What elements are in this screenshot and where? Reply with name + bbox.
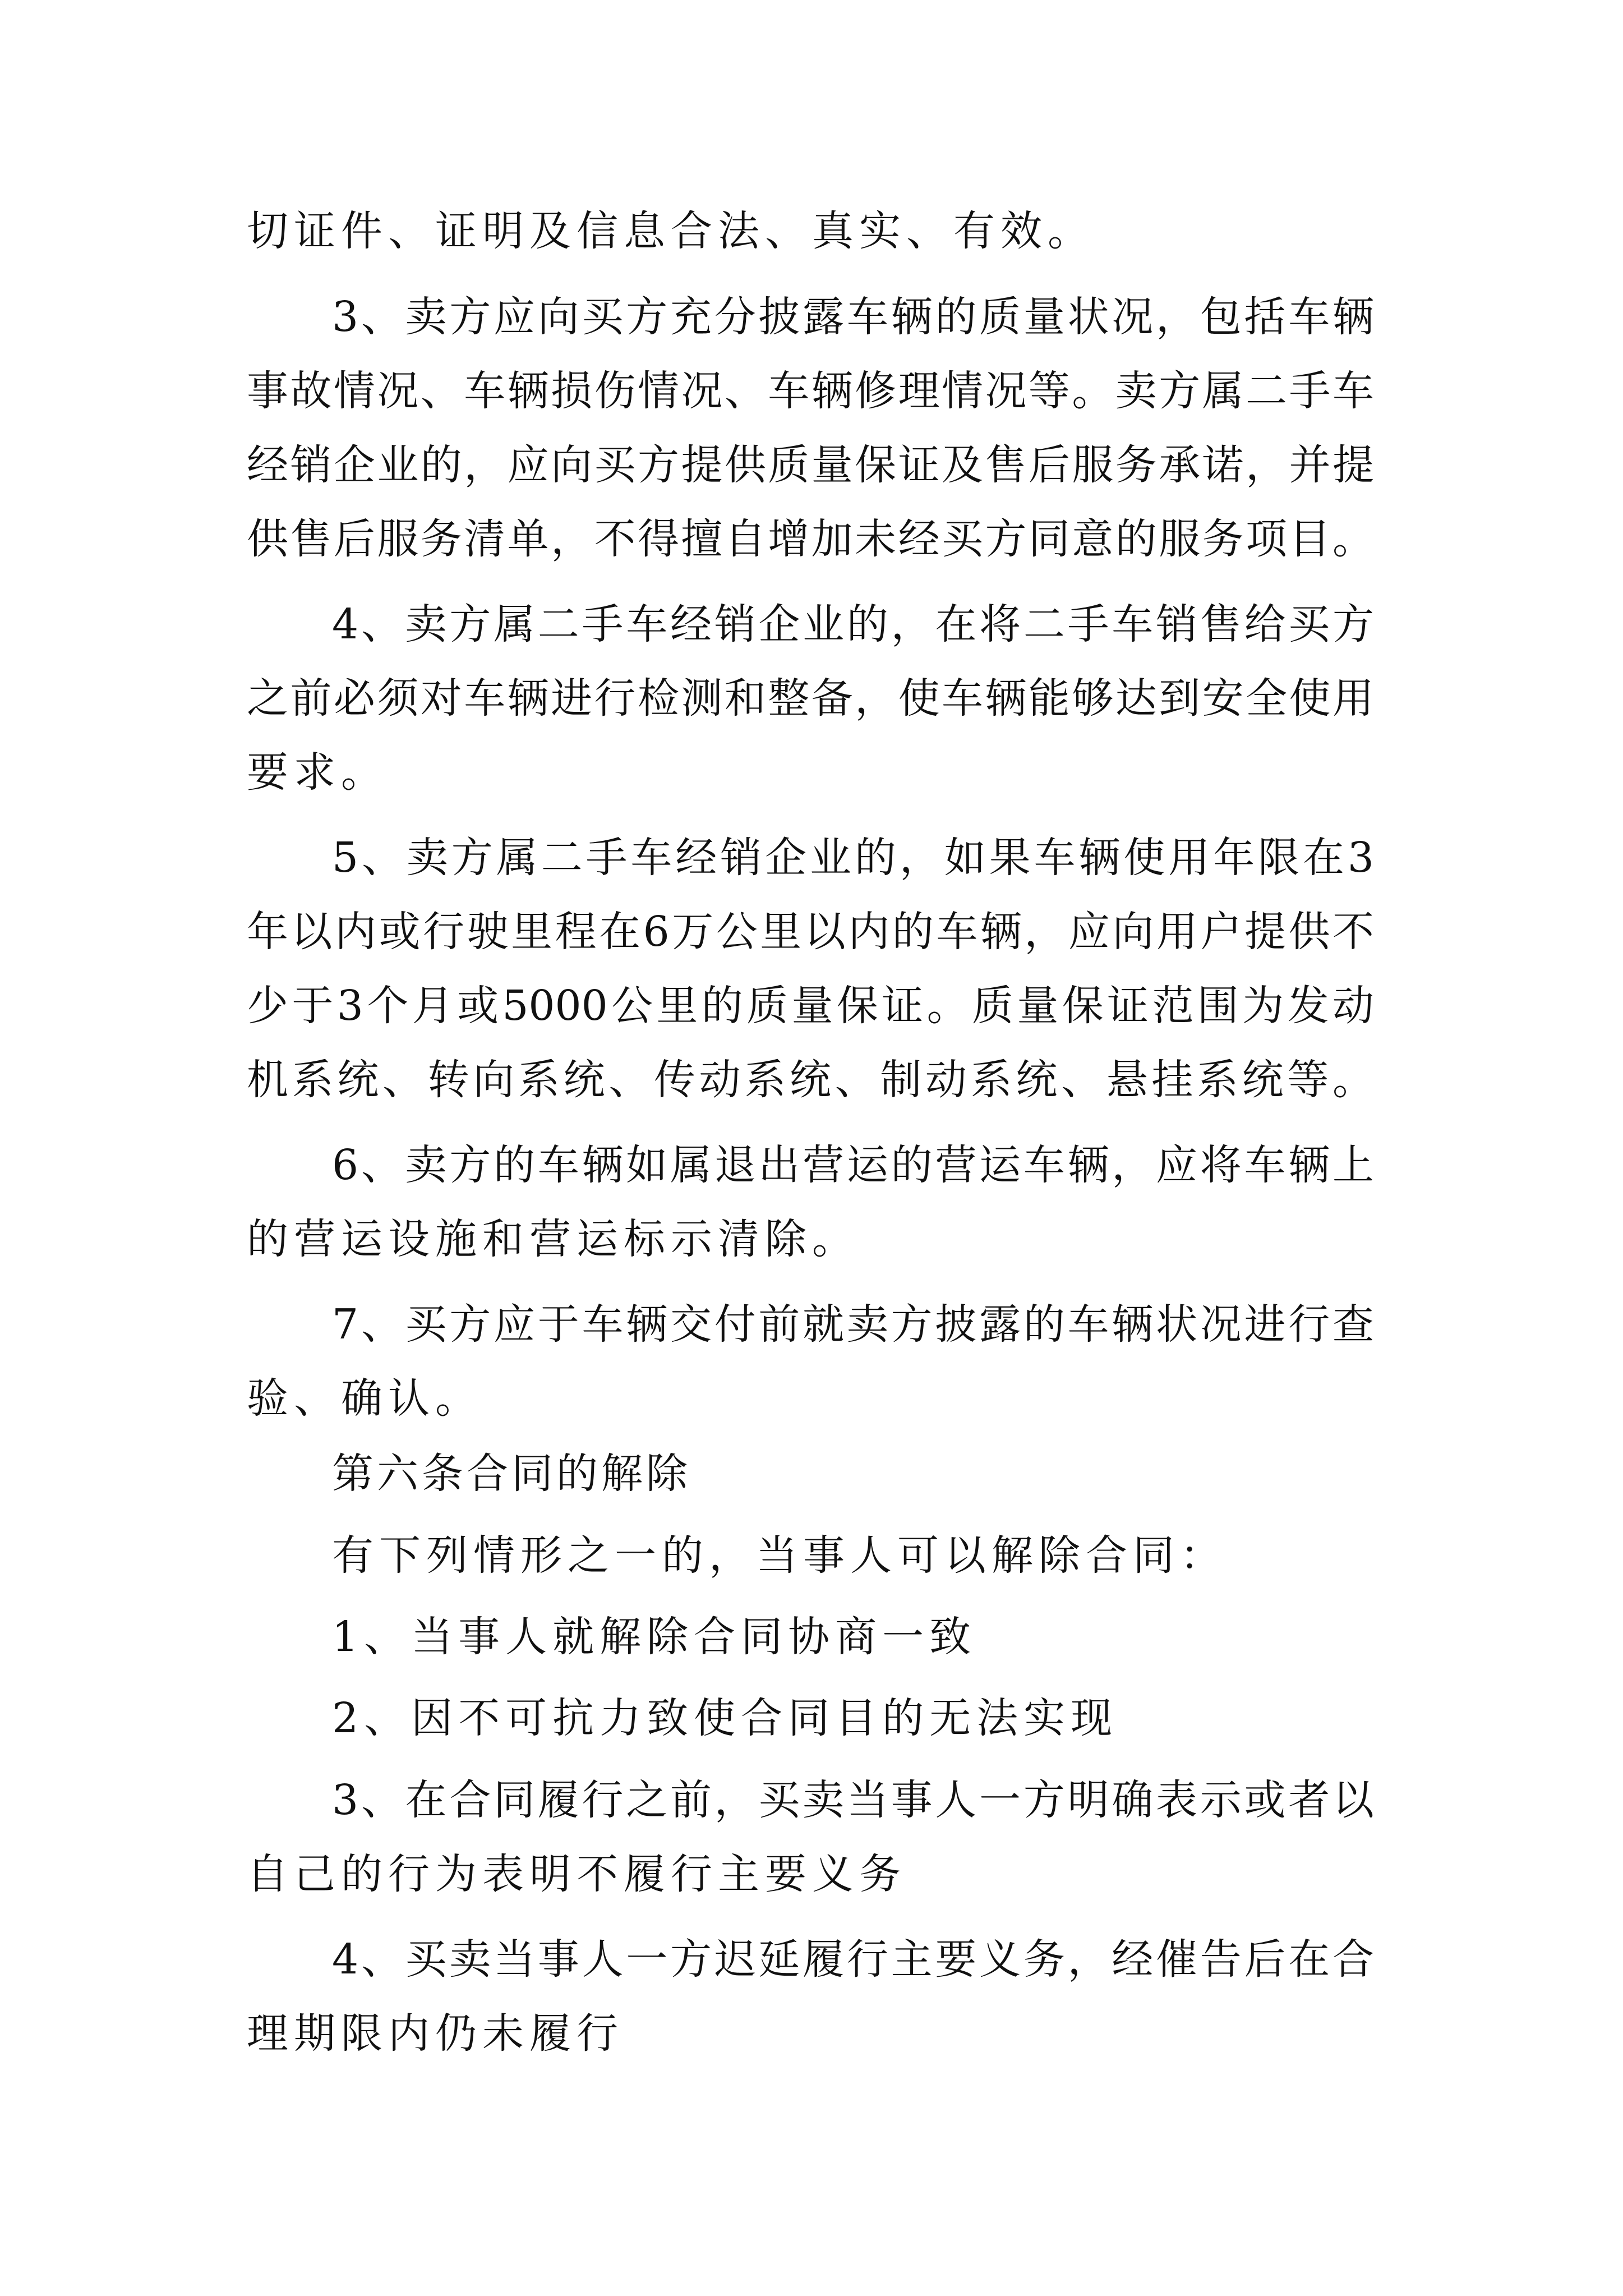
text-line-1: 切证件、证明及信息合法、真实、有效。 [247, 207, 1095, 255]
text-line-16: 验、确认。 [247, 1374, 482, 1423]
text-line-15: 7、买方应于车辆交付前就卖方披露的车辆状况进行查 [332, 1300, 1374, 1349]
text-line-9: 5、卖方属二手车经销企业的，如果车辆使用年限在3 [332, 834, 1374, 882]
text-line-19: 1、当事人就解除合同协商一致 [332, 1613, 977, 1661]
text-line-3: 事故情况、车辆损伤情况、车辆修理情况等。卖方属二手车 [247, 367, 1374, 415]
text-line-12: 机系统、转向系统、传动系统、制动系统、悬挂系统等。 [247, 1056, 1374, 1104]
text-line-6: 4、卖方属二手车经销企业的，在将二手车销售给买方 [332, 600, 1374, 648]
text-line-7: 之前必须对车辆进行检测和整备，使车辆能够达到安全使用 [247, 674, 1374, 723]
text-line-22: 自己的行为表明不履行主要义务 [247, 1850, 906, 1898]
text-line-14: 的营运设施和营运标示清除。 [247, 1215, 859, 1263]
text-line-4: 经销企业的，应向买方提供质量保证及售后服务承诺，并提 [247, 441, 1374, 489]
text-line-8: 要求。 [247, 748, 388, 797]
text-line-13: 6、卖方的车辆如属退出营运的营运车辆，应将车辆上 [332, 1141, 1374, 1189]
text-line-5: 供售后服务清单，不得擅自增加未经买方同意的服务项目。 [247, 515, 1374, 563]
text-line-10: 年以内或行驶里程在6万公里以内的车辆，应向用户提供不 [247, 908, 1374, 956]
text-line-18: 有下列情形之一的，当事人可以解除合同： [332, 1531, 1227, 1580]
text-line-2: 3、卖方应向买方充分披露车辆的质量状况，包括车辆 [332, 293, 1374, 341]
text-line-23: 4、买卖当事人一方迟延履行主要义务，经催告后在合 [332, 1935, 1374, 1984]
text-line-20: 2、因不可抗力致使合同目的无法实现 [332, 1694, 1118, 1742]
text-line-21: 3、在合同履行之前，买卖当事人一方明确表示或者以 [332, 1776, 1374, 1824]
text-line-11: 少于3个月或5000公里的质量保证。质量保证范围为发动 [247, 982, 1374, 1030]
section-heading: 第六条合同的解除 [332, 1450, 691, 1498]
text-line-24: 理期限内仍未履行 [247, 2009, 624, 2058]
